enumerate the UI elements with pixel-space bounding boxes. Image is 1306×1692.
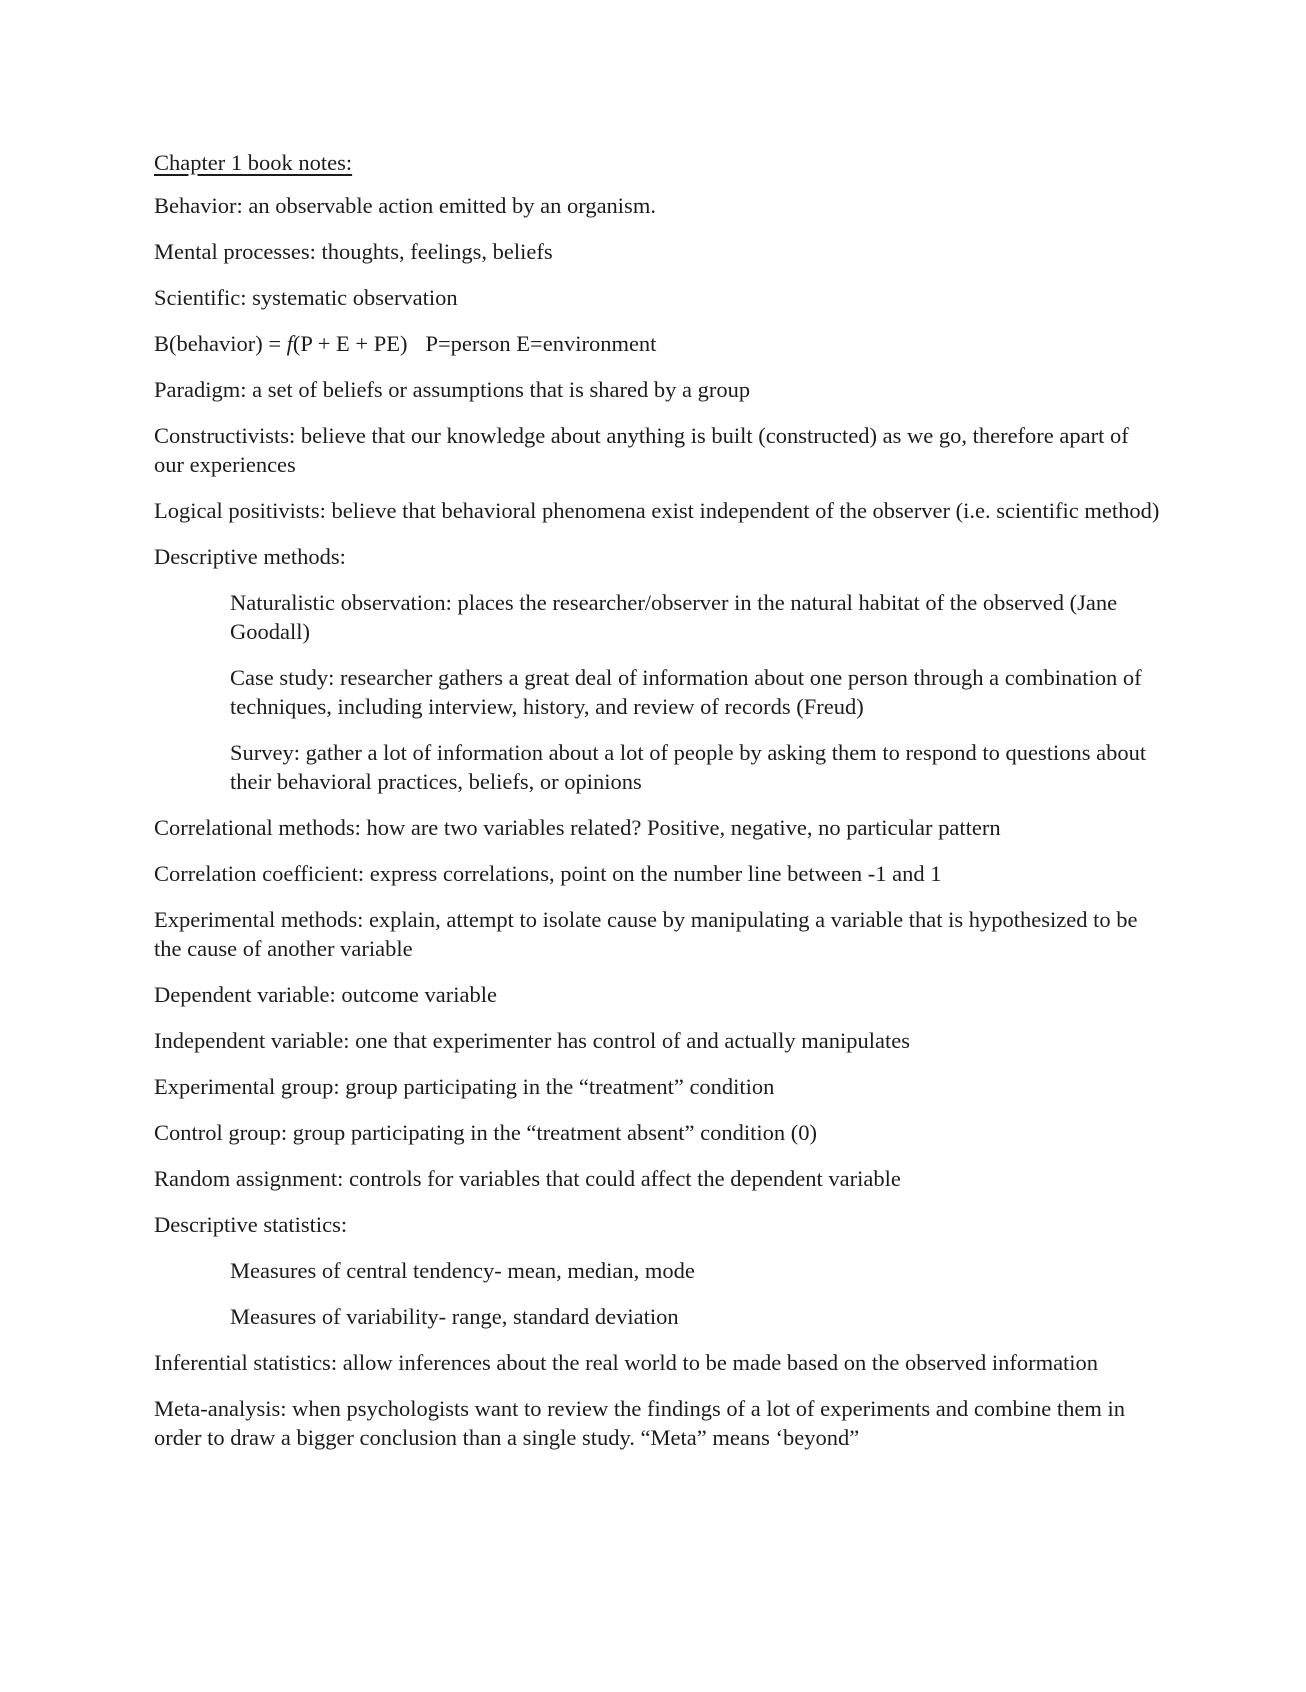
note-inferential-statistics: Inferential statistics: allow inferences about the real world to be made based on the observed information [154, 1350, 1099, 1375]
note-correlational-methods: Correlational methods: how are two variables related? Positive, negative, no particular pattern [154, 815, 1001, 840]
note-meta-analysis: Meta-analysis: when psychologists want to review the findings of a lot of experiments and combine them in order to draw a bigger conclusion than a single study. “Meta” means ‘beyond” [154, 1396, 1126, 1450]
formula-function: f [286, 331, 293, 356]
note-central-tendency: Measures of central tendency- mean, median, mode [230, 1258, 695, 1283]
note-experimental-group: Experimental group: group participating in the “treatment” condition [154, 1074, 775, 1099]
note-descriptive-statistics: Descriptive statistics: [154, 1212, 348, 1237]
note-case-study: Case study: researcher gathers a great deal of information about one person through a combination of techniques, including interview, history, and review of records (Freud) [230, 665, 1142, 719]
note-constructivists: Constructivists: believe that our knowledge about anything is built (constructed) as we go, therefore apart of our experiences [154, 423, 1129, 477]
note-mental-processes: Mental processes: thoughts, feelings, beliefs [154, 239, 553, 264]
note-survey: Survey: gather a lot of information about a lot of people by asking them to respond to questions about their behavioral practices, beliefs, or opinions [230, 740, 1147, 794]
note-experimental-methods: Experimental methods: explain, attempt to isolate cause by manipulating a variable that is hypothesized to be the cause of another variable [154, 907, 1138, 961]
note-naturalistic-observation: Naturalistic observation: places the researcher/observer in the natural habitat of the observed (Jane Goodall) [230, 590, 1118, 644]
note-formula [154, 329, 1164, 358]
note-correlation-coefficient: Correlation coefficient: express correlations, point on the number line between -1 and 1 [154, 861, 942, 886]
note-logical-positivists: Logical positivists: believe that behavioral phenomena exist independent of the observer (i.e. scientific method) [154, 498, 1160, 523]
note-independent-variable: Independent variable: one that experimenter has control of and actually manipulates [154, 1028, 910, 1053]
note-control-group: Control group: group participating in the “treatment absent” condition (0) [154, 1120, 817, 1145]
note-variability: Measures of variability- range, standard deviation [230, 1304, 679, 1329]
formula-lhs: B(behavior) = [154, 331, 287, 356]
note-scientific: Scientific: systematic observation [154, 285, 458, 310]
note-descriptive-methods: Descriptive methods: [154, 544, 346, 569]
notes-body [154, 148, 1164, 1469]
page-title: Chapter 1 book notes: [154, 150, 353, 175]
formula-rhs: (P + E + PE) [292, 331, 408, 356]
note-random-assignment: Random assignment: controls for variables that could affect the dependent variable [154, 1166, 901, 1191]
formula-legend: P=person E=environment [425, 331, 657, 356]
note-paradigm: Paradigm: a set of beliefs or assumptions that is shared by a group [154, 377, 751, 402]
note-behavior: Behavior: an observable action emitted by an organism. [154, 193, 656, 218]
note-dependent-variable: Dependent variable: outcome variable [154, 982, 497, 1007]
